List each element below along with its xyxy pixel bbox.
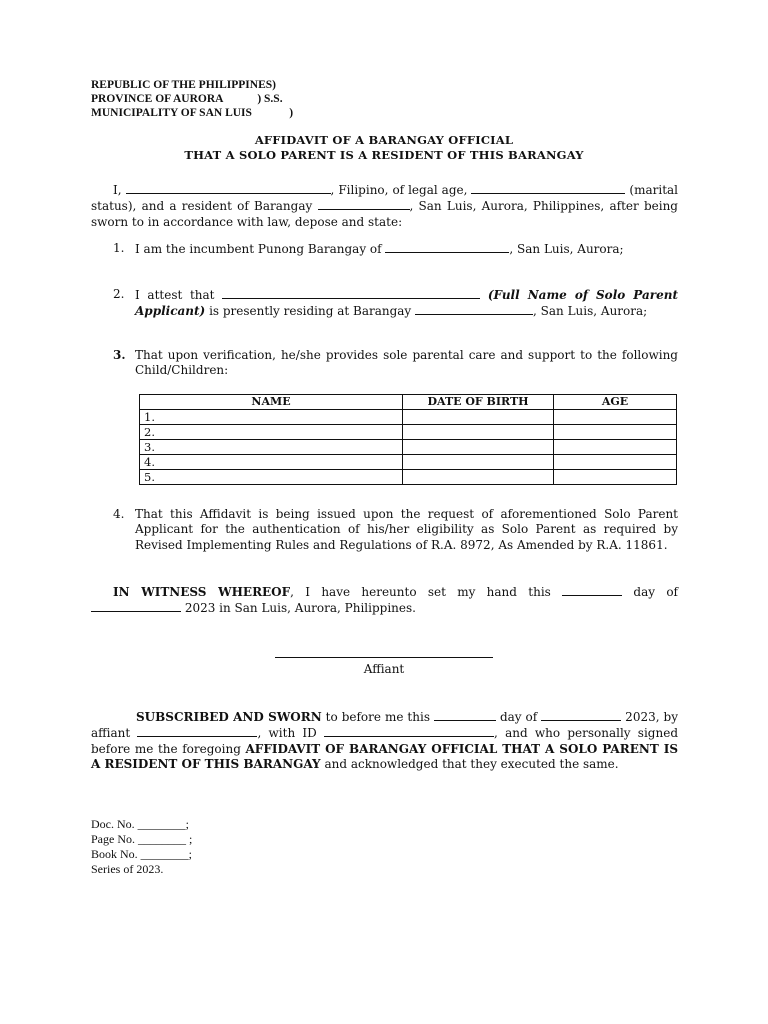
dob-cell <box>403 440 554 455</box>
row-number: 3. <box>140 440 403 455</box>
item-number-4: 4. <box>113 507 125 521</box>
age-cell <box>554 425 677 440</box>
document-title <box>0 133 768 163</box>
page-no: Page No. ________ ; <box>91 832 193 846</box>
intro-text-3: (marital status), and a resident of Barangay <box>91 183 679 214</box>
witness-day-blank <box>562 584 622 596</box>
item-number-3: 3. <box>113 348 126 362</box>
age-cell <box>554 455 677 470</box>
age-cell <box>554 410 677 425</box>
header-line-republic: REPUBLIC OF THE PHILIPPINES) <box>91 79 276 91</box>
item-2-text-b: is presently residing at Barangay <box>205 304 416 319</box>
sworn-text-1: to before me this <box>321 710 434 724</box>
dob-cell <box>403 455 554 470</box>
intro-text-2: , Filipino, of legal age, <box>330 183 472 197</box>
age-cell <box>554 440 677 455</box>
civil-blank <box>471 182 625 194</box>
header-line-province: PROVINCE OF AURORA ) S.S. <box>91 93 283 105</box>
table-row <box>140 410 677 425</box>
title-line-1: AFFIDAVIT OF A BARANGAY OFFICIAL <box>254 133 514 147</box>
item-number-1: 1. <box>113 241 125 255</box>
dob-cell <box>403 470 554 485</box>
sworn-day-blank <box>434 709 496 721</box>
witness-paragraph <box>91 584 678 617</box>
children-table <box>139 394 677 485</box>
intro-text-1: I, <box>113 183 126 197</box>
witness-month-blank <box>91 600 181 612</box>
sworn-id-blank <box>324 725 494 737</box>
barangay-blank <box>318 198 410 210</box>
punong-barangay-blank <box>385 241 509 253</box>
header-line-municipality: MUNICIPALITY OF SAN LUIS ) <box>91 107 294 119</box>
sworn-bold-2: AFFIDAVIT OF BARANGAY OFFICIAL THAT A SOLO PARENT IS A RESIDENT OF THIS BARANGAY <box>91 741 678 772</box>
series: Series of 2023. <box>91 862 164 876</box>
affiant-name-blank <box>126 182 331 194</box>
item-number-2: 2. <box>113 287 125 301</box>
witness-text-3: 2023 in San Luis, Aurora, Philippines. <box>181 601 416 616</box>
solo-parent-name-blank <box>222 287 480 299</box>
sworn-text-6: and acknowledged that they executed the same. <box>320 757 619 772</box>
doc-no: Doc. No. ________; <box>91 817 189 831</box>
witness-bold: IN WITNESS WHEREOF <box>113 585 291 599</box>
intro-paragraph <box>91 182 678 230</box>
row-number: 1. <box>140 410 403 425</box>
affiant-label: Affiant <box>363 662 405 676</box>
intro-text-4: , San Luis, Aurora, Philippines, after being sworn to in accordance with law, depose and state: <box>91 199 678 229</box>
row-number: 2. <box>140 425 403 440</box>
item-2-bold-label: (Full Name of Solo Parent Applicant) <box>135 288 678 319</box>
age-cell <box>554 470 677 485</box>
table-row <box>140 470 677 485</box>
row-number: 5. <box>140 470 403 485</box>
item-1 <box>135 241 678 257</box>
sworn-text-4: , with ID <box>257 726 325 741</box>
item-1-text-b: , San Luis, Aurora; <box>509 242 624 256</box>
sworn-bold-1: SUBSCRIBED AND SWORN <box>136 710 322 724</box>
item-2-text-a: I attest that <box>135 288 223 302</box>
table-header-row <box>140 395 677 410</box>
item-1-text-a: I am the incumbent Punong Barangay of <box>135 242 386 256</box>
sworn-paragraph <box>91 709 678 773</box>
sworn-text-3: 2023, by affiant <box>91 710 678 741</box>
item-2 <box>135 287 678 320</box>
dob-cell <box>403 425 554 440</box>
item-4: That this Affidavit is being issued upon the request of aforementioned Solo Parent Applicant for the authentication of his/her eligibility as Solo Parent as required by Revised Implementing Rules and Regulations of R.A. 8972, As Amended by R.A. 11861. <box>135 507 678 552</box>
col-header-name: NAME <box>140 395 403 410</box>
item-3: That upon verification, he/she provides sole parental care and support to the following Child/Children: <box>135 348 678 378</box>
row-number: 4. <box>140 455 403 470</box>
col-header-age: AGE <box>554 395 677 410</box>
title-line-2: THAT A SOLO PARENT IS A RESIDENT OF THIS BARANGAY <box>184 148 584 162</box>
witness-text-1: , I have hereunto set my hand this <box>290 585 563 599</box>
item-2-text-c: , San Luis, Aurora; <box>533 304 648 319</box>
sworn-affiant-blank <box>137 725 257 737</box>
table-row <box>140 455 677 470</box>
residing-barangay-blank <box>415 303 533 315</box>
notarial-footer <box>91 817 192 877</box>
sworn-text-5: , and who personally signed before me the foregoing <box>91 726 678 756</box>
book-no: Book No. ________; <box>91 847 193 861</box>
dob-cell <box>403 410 554 425</box>
sworn-month-blank <box>541 709 621 721</box>
col-header-dob: DATE OF BIRTH <box>403 395 554 410</box>
sworn-text-2: day of <box>495 710 542 724</box>
table-row <box>140 425 677 440</box>
witness-text-2: day of <box>622 585 678 599</box>
affiant-signature-line <box>275 657 493 658</box>
jurisdiction-header <box>91 78 293 120</box>
table-row <box>140 440 677 455</box>
